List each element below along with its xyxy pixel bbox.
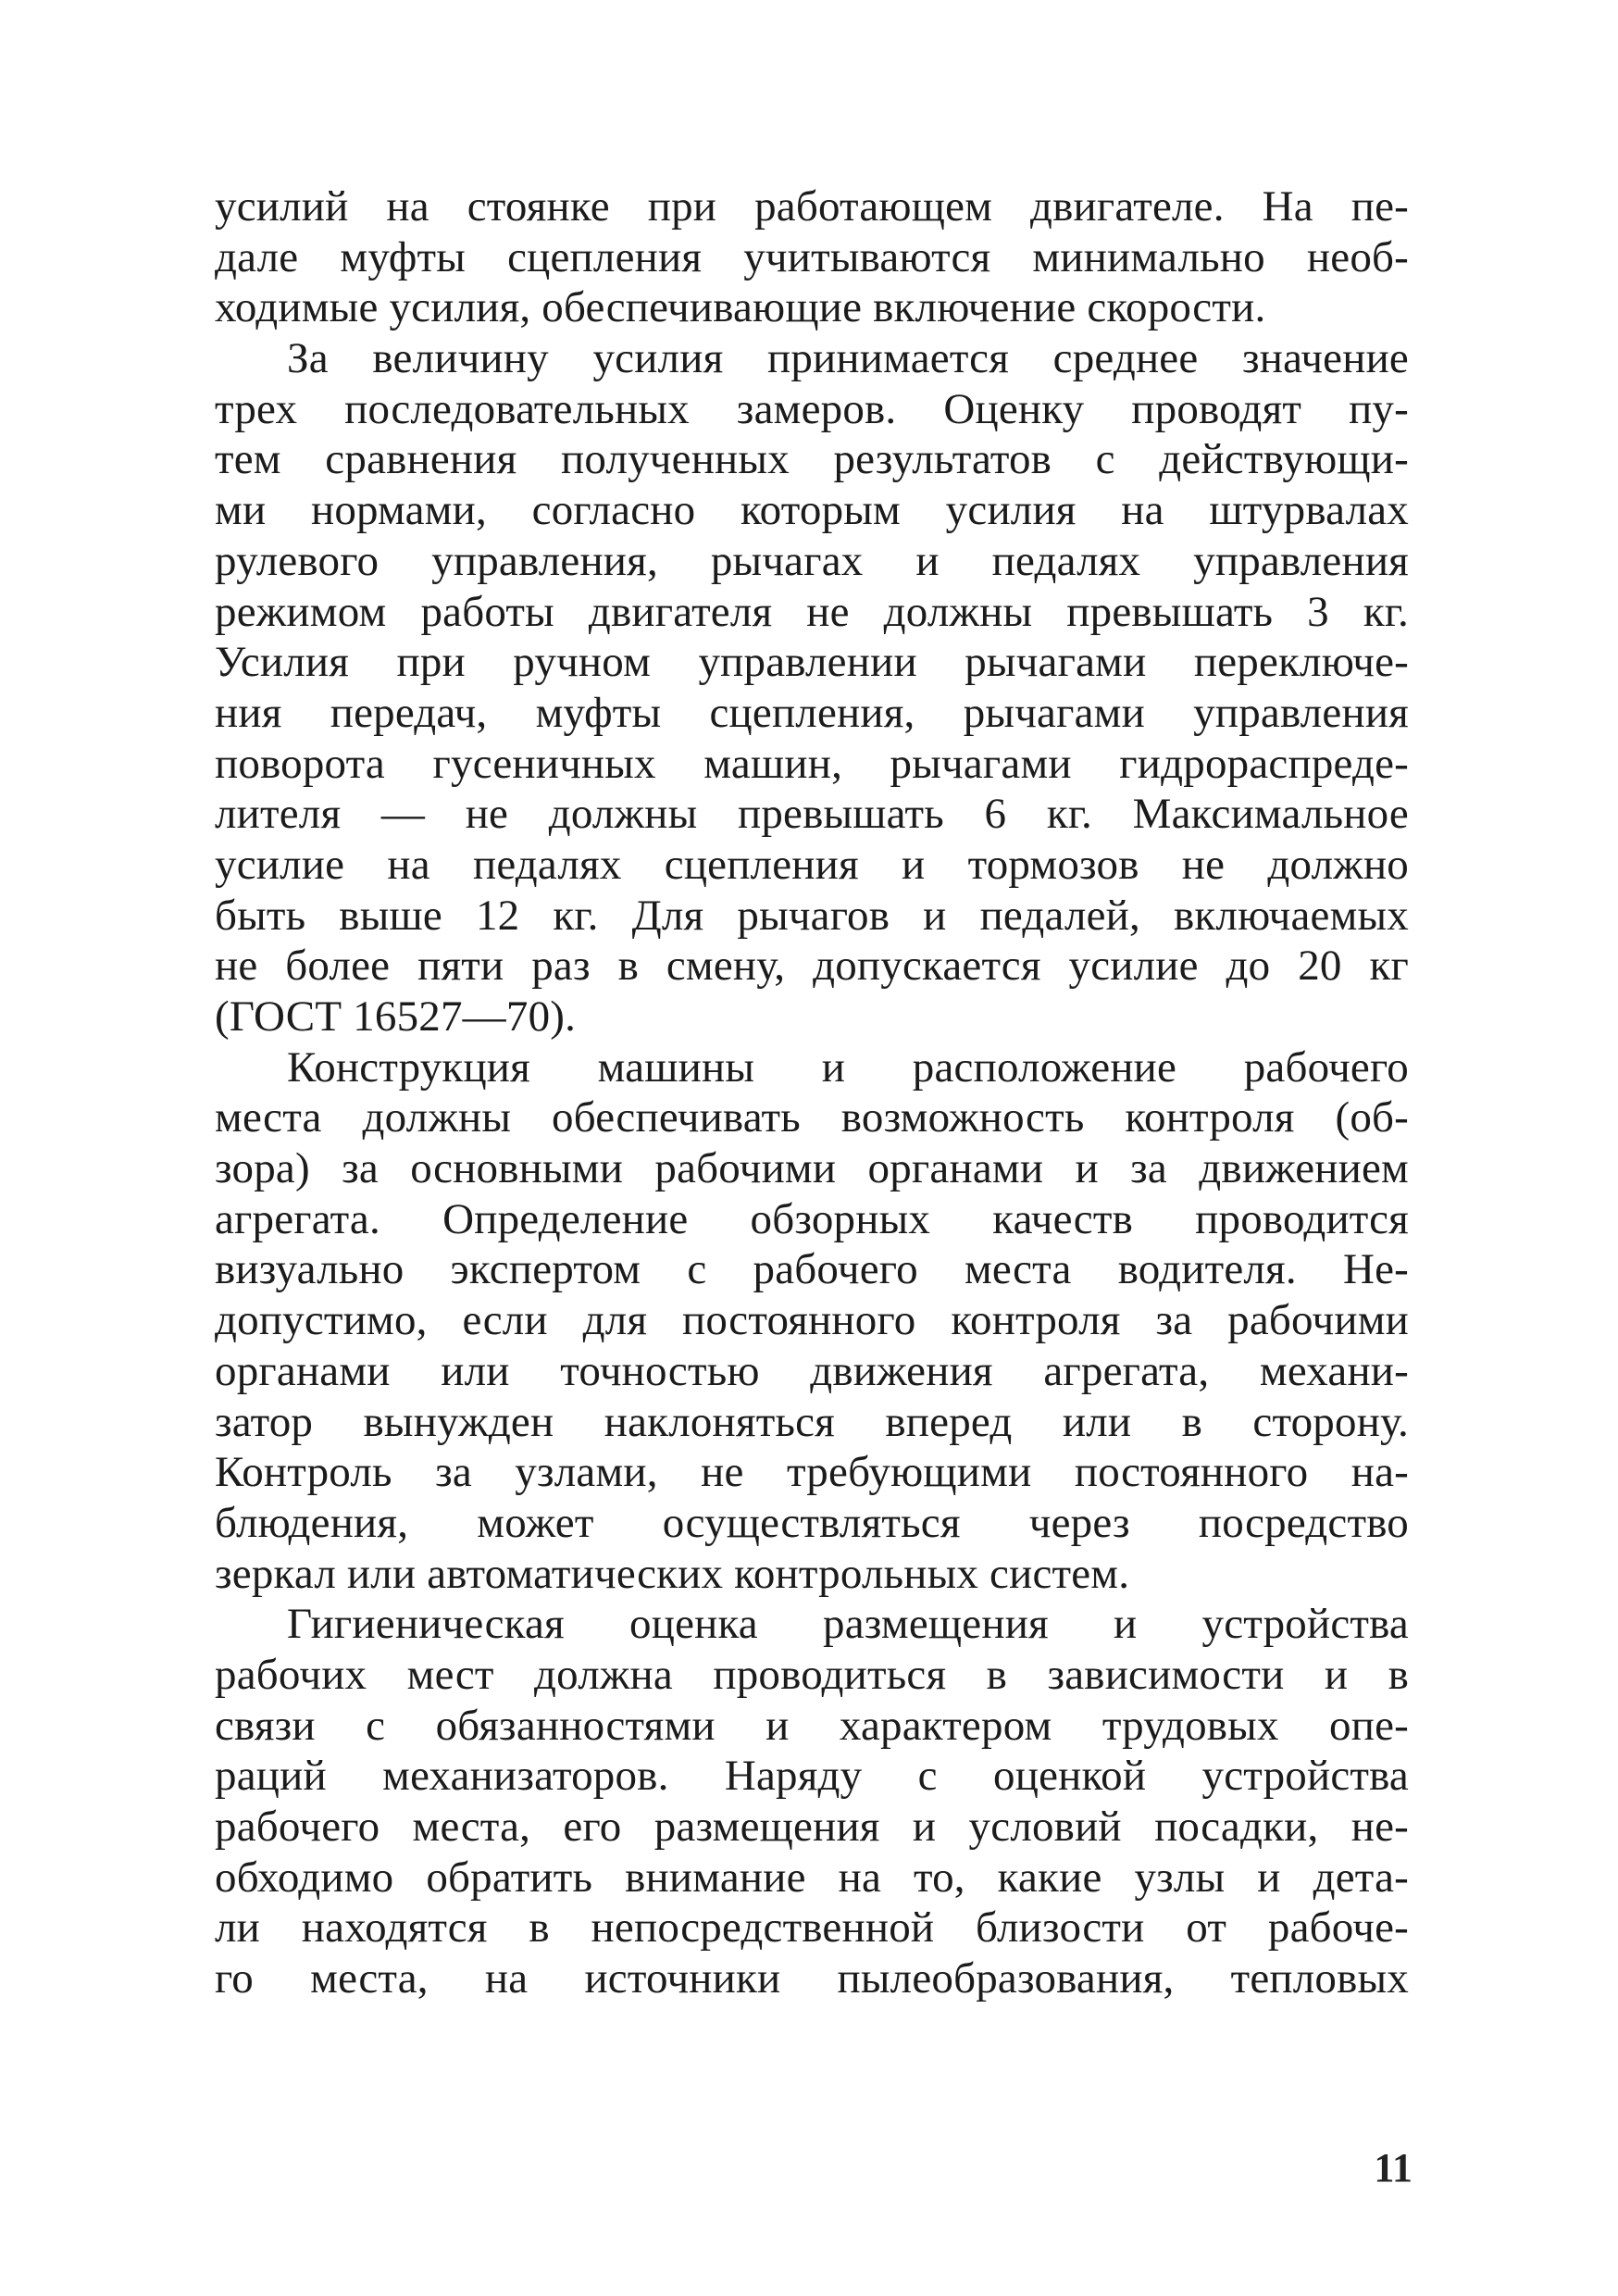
- text-line: го места, на источники пылеобразования, тепловых: [215, 1954, 1409, 2003]
- text-line: не более пяти раз в смену, допускается усилие до 20 кг: [215, 942, 1409, 991]
- text-line: связи с обязанностями и характером трудовых опе-: [215, 1701, 1409, 1750]
- text-line: Гигиеническая оценка размещения и устройства: [287, 1600, 1409, 1649]
- text-line: ния передач, муфты сцепления, рычагами управления: [215, 688, 1409, 737]
- text-line: органами или точностью движения агрегата, механи-: [215, 1346, 1409, 1395]
- text-line: обходимо обратить внимание на то, какие узлы и дета-: [215, 1853, 1409, 1902]
- text-line: допустимо, если для постоянного контроля за рабочими: [215, 1296, 1409, 1345]
- text-line: быть выше 12 кг. Для рычагов и педалей, включаемых: [215, 891, 1409, 940]
- text-line: (ГОСТ 16527—70).: [215, 992, 577, 1041]
- text-line: рулевого управления, рычагах и педалях управления: [215, 536, 1409, 585]
- text-line: Усилия при ручном управлении рычагами переключе-: [215, 638, 1409, 687]
- text-line: блюдения, может осуществляться через посредство: [215, 1498, 1409, 1547]
- text-line: зора) за основными рабочими органами и за движением: [215, 1144, 1409, 1193]
- text-line: агрегата. Определение обзорных качеств проводится: [215, 1194, 1409, 1243]
- text-line: визуально экспертом с рабочего места водителя. Не-: [215, 1245, 1409, 1294]
- text-line: режимом работы двигателя не должны превышать 3 кг.: [215, 587, 1409, 636]
- text-line: ми нормами, согласно которым усилия на штурвалах: [215, 486, 1409, 535]
- text-line: усилие на педалях сцепления и тормозов не должно: [215, 840, 1409, 889]
- text-line: раций механизаторов. Наряду с оценкой устройства: [215, 1752, 1409, 1801]
- text-line: лителя — не должны превышать 6 кг. Максимальное: [215, 790, 1409, 839]
- text-line: зеркал или автоматических контрольных систем.: [215, 1549, 1130, 1598]
- text-line: поворота гусеничных машин, рычагами гидрораспреде-: [215, 739, 1409, 788]
- text-line: Контроль за узлами, не требующими постоянного на-: [215, 1448, 1409, 1497]
- text-line: затор вынужден наклоняться вперед или в сторону.: [215, 1397, 1409, 1446]
- text-line: дале муфты сцепления учитываются минимально необ-: [215, 232, 1409, 281]
- text-line: За величину усилия принимается среднее значение: [287, 334, 1409, 383]
- text-line: усилий на стоянке при работающем двигателе. На пе-: [215, 182, 1409, 231]
- text-line: трех последовательных замеров. Оценку проводят пу-: [215, 384, 1409, 433]
- text-line: рабочего места, его размещения и условий посадки, не-: [215, 1803, 1409, 1851]
- page-number: 11: [1374, 2145, 1413, 2190]
- text-line: ли находятся в непосредственной близости от рабоче-: [215, 1903, 1409, 1953]
- text-line: тем сравнения полученных результатов с действующи-: [215, 435, 1409, 484]
- text-line: Конструкция машины и расположение рабочего: [287, 1042, 1409, 1092]
- text-line: рабочих мест должна проводиться в зависимости и в: [215, 1650, 1409, 1699]
- text-line: ходимые усилия, обеспечивающие включение скорости.: [215, 283, 1266, 332]
- text-line: места должны обеспечивать возможность контроля (об-: [215, 1093, 1409, 1142]
- body-text: [215, 181, 1409, 2004]
